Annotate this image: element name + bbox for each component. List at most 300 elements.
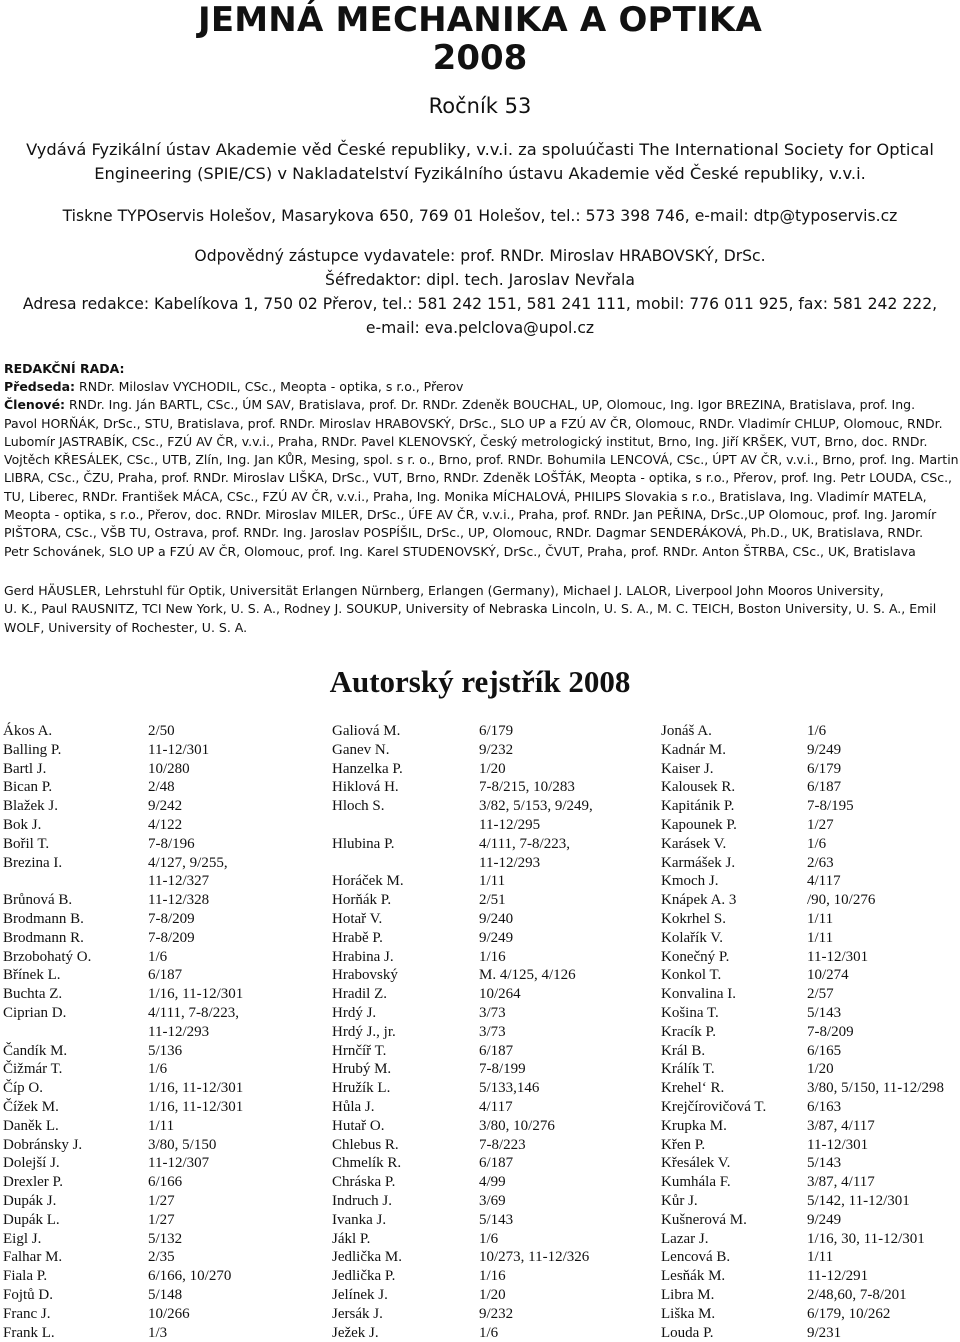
page-reference: 5/142, 11-12/301 bbox=[807, 1192, 910, 1211]
register-entry bbox=[332, 1230, 652, 1249]
register-entry bbox=[661, 1079, 960, 1098]
page-reference: 4/111, 7-8/223, bbox=[148, 1004, 239, 1023]
register-entry bbox=[332, 985, 652, 1004]
page-reference: 11-12/301 bbox=[807, 948, 868, 967]
register-entry bbox=[3, 985, 313, 1004]
register-entry bbox=[3, 1117, 313, 1136]
author-name: Hloch S. bbox=[332, 797, 385, 816]
page-reference: 2/51 bbox=[479, 891, 506, 910]
page-reference: 1/3 bbox=[148, 1324, 167, 1342]
register-entry bbox=[661, 1211, 960, 1230]
page-reference: 7-8/209 bbox=[807, 1023, 854, 1042]
register-entry bbox=[332, 1173, 652, 1192]
page-reference: 1/6 bbox=[479, 1230, 498, 1249]
page-reference: 6/179 bbox=[807, 760, 841, 779]
page-reference: 1/6 bbox=[807, 835, 826, 854]
register-entry bbox=[661, 1098, 960, 1117]
register-entry bbox=[3, 910, 313, 929]
responsible-person: Odpovědný zástupce vydavatele: prof. RNDr. Miroslav HRABOVSKÝ, DrSc. bbox=[0, 244, 960, 268]
register-entry bbox=[3, 1324, 313, 1342]
register-entry bbox=[661, 835, 960, 854]
chair-text: RNDr. Miloslav VYCHODIL, CSc., Meopta - optika, s r.o., Přerov bbox=[75, 379, 463, 394]
author-name: Indruch J. bbox=[332, 1192, 392, 1211]
register-entry bbox=[661, 1117, 960, 1136]
register-entry bbox=[3, 1211, 313, 1230]
page-reference: 1/20 bbox=[807, 1060, 834, 1079]
page-reference: 9/232 bbox=[479, 1305, 513, 1324]
register-entry bbox=[661, 816, 960, 835]
page-reference: 3/73 bbox=[479, 1004, 506, 1023]
page-reference: 11-12/307 bbox=[148, 1154, 209, 1173]
author-name: Lesňák M. bbox=[661, 1267, 725, 1286]
page-reference: 3/87, 4/117 bbox=[807, 1173, 875, 1192]
author-name: Ciprian D. bbox=[3, 1004, 66, 1023]
address-line: Adresa redakce: Kabelíkova 1, 750 02 Přerov, tel.: 581 242 151, 581 241 111, mobil: 776 011 925, fax: 581 242 222, bbox=[0, 292, 960, 316]
register-entry bbox=[332, 741, 652, 760]
register-entry bbox=[661, 872, 960, 891]
page-reference: 10/274 bbox=[807, 966, 849, 985]
register-entry bbox=[332, 1098, 652, 1117]
author-name: Jedlička M. bbox=[332, 1248, 402, 1267]
author-name: Ivanka J. bbox=[332, 1211, 386, 1230]
register-entry bbox=[661, 929, 960, 948]
foreign-members-line: Gerd HÄUSLER, Lehrstuhl für Optik, Universität Erlangen Nürnberg, Erlangen (Germany), Michael J. LALOR, Liverpool John Mooros University, bbox=[4, 582, 960, 600]
register-entry bbox=[3, 948, 313, 967]
author-name: Ganev N. bbox=[332, 741, 389, 760]
register-column-3 bbox=[661, 722, 960, 1342]
volume-label: Ročník 53 bbox=[0, 92, 960, 120]
author-name: Ježek J. bbox=[332, 1324, 379, 1342]
register-entry bbox=[332, 1286, 652, 1305]
register-entry bbox=[332, 1117, 652, 1136]
author-name: Louda P. bbox=[661, 1324, 714, 1342]
author-name: Krejčírovičová T. bbox=[661, 1098, 766, 1117]
author-name: Kolařík V. bbox=[661, 929, 723, 948]
page-reference: 7-8/223 bbox=[479, 1136, 526, 1155]
page-reference: 2/57 bbox=[807, 985, 834, 1004]
page-reference: 2/50 bbox=[148, 722, 175, 741]
register-entry bbox=[332, 1248, 652, 1267]
page-reference: 3/69 bbox=[479, 1192, 506, 1211]
page-reference: 1/16, 11-12/301 bbox=[148, 985, 243, 1004]
author-name: Libra M. bbox=[661, 1286, 714, 1305]
page-reference: 11-12/293 bbox=[148, 1023, 209, 1042]
page-reference: 4/117 bbox=[807, 872, 841, 891]
author-name: Liška M. bbox=[661, 1305, 715, 1324]
page-reference: 1/11 bbox=[148, 1117, 174, 1136]
register-entry bbox=[661, 1324, 960, 1342]
author-name: Kůr J. bbox=[661, 1192, 698, 1211]
author-name: Kaiser J. bbox=[661, 760, 714, 779]
register-entry bbox=[332, 1004, 652, 1023]
register-entry bbox=[332, 1154, 652, 1173]
page-reference: 1/16, 11-12/301 bbox=[148, 1079, 243, 1098]
author-name: Kokrhel S. bbox=[661, 910, 726, 929]
author-name: Čížek M. bbox=[3, 1098, 59, 1117]
author-name: Hotař V. bbox=[332, 910, 382, 929]
author-name: Kušnerová M. bbox=[661, 1211, 747, 1230]
editor-in-chief: Šéfredaktor: dipl. tech. Jaroslav Nevřala bbox=[0, 268, 960, 292]
page-reference: 11-12/327 bbox=[148, 872, 209, 891]
register-entry bbox=[3, 1230, 313, 1249]
register-entry bbox=[3, 872, 313, 891]
register-entry bbox=[661, 910, 960, 929]
register-entry bbox=[332, 1136, 652, 1155]
author-name: Kmoch J. bbox=[661, 872, 719, 891]
register-entry bbox=[661, 1060, 960, 1079]
register-entry bbox=[3, 1305, 313, 1324]
author-name: Brodmann R. bbox=[3, 929, 84, 948]
page-reference: 11-12/291 bbox=[807, 1267, 868, 1286]
register-entry bbox=[661, 1230, 960, 1249]
page-reference: 9/249 bbox=[479, 929, 513, 948]
board-chair bbox=[4, 378, 960, 396]
page-reference: 9/231 bbox=[807, 1324, 841, 1342]
page-reference: 2/48,60, 7-8/201 bbox=[807, 1286, 907, 1305]
page-reference: 6/187 bbox=[148, 966, 182, 985]
page-reference: 9/242 bbox=[148, 797, 182, 816]
register-entry bbox=[332, 1023, 652, 1042]
author-name: Horňák P. bbox=[332, 891, 391, 910]
page-reference: 7-8/195 bbox=[807, 797, 854, 816]
author-name: Číp O. bbox=[3, 1079, 43, 1098]
page-reference: 6/166, 10/270 bbox=[148, 1267, 231, 1286]
register-entry bbox=[332, 966, 652, 985]
register-entry bbox=[3, 1079, 313, 1098]
author-name: Galiová M. bbox=[332, 722, 400, 741]
register-entry bbox=[3, 816, 313, 835]
foreign-members-line: U. K., Paul RAUSNITZ, TCI New York, U. S. A., Rodney J. SOUKUP, University of Nebraska Lincoln, U. S. A., M. C. TEICH, Boston University, U. S. A., Emil bbox=[4, 600, 960, 618]
author-name: Hrnčíř T. bbox=[332, 1042, 386, 1061]
register-entry bbox=[332, 1267, 652, 1286]
author-name: Balling P. bbox=[3, 741, 61, 760]
page-reference: 5/143 bbox=[479, 1211, 513, 1230]
author-name: Krupka M. bbox=[661, 1117, 727, 1136]
author-name: Jelínek J. bbox=[332, 1286, 388, 1305]
register-entry bbox=[661, 797, 960, 816]
page-reference: 1/20 bbox=[479, 1286, 506, 1305]
journal-year: 2008 bbox=[0, 38, 960, 78]
author-name: Lencová B. bbox=[661, 1248, 730, 1267]
register-entry bbox=[661, 854, 960, 873]
author-name: Bořil T. bbox=[3, 835, 49, 854]
register-entry bbox=[661, 1042, 960, 1061]
publisher-info bbox=[0, 138, 960, 186]
page-reference: 4/127, 9/255, bbox=[148, 854, 228, 873]
author-name: Brzobohatý O. bbox=[3, 948, 91, 967]
register-entry bbox=[332, 760, 652, 779]
register-entry bbox=[332, 1324, 652, 1342]
author-name: Jonáš A. bbox=[661, 722, 712, 741]
journal-title: JEMNÁ MECHANIKA A OPTIKA bbox=[0, 0, 960, 40]
register-entry bbox=[332, 816, 652, 835]
author-name: Konečný P. bbox=[661, 948, 729, 967]
author-name: Kapounek P. bbox=[661, 816, 737, 835]
board-members-line: Vojtěch KŘESÁLEK, CSc., UTB, Zlín, Ing. Jan KŮR, Mesing, spol. s r. o., Brno, prof. RNDr. Bohumila LENCOVÁ, CSc., ÚPT AV ČR, v.v.i., Brno, prof. Ing. Martin bbox=[4, 451, 960, 469]
register-entry bbox=[3, 966, 313, 985]
author-name: Jákl P. bbox=[332, 1230, 370, 1249]
author-name: Čandík M. bbox=[3, 1042, 67, 1061]
author-name: Dupák L. bbox=[3, 1211, 60, 1230]
author-name: Fojtů D. bbox=[3, 1286, 53, 1305]
author-name: Čižmár T. bbox=[3, 1060, 62, 1079]
page-reference: 3/80, 5/150 bbox=[148, 1136, 216, 1155]
author-name: Hůla J. bbox=[332, 1098, 375, 1117]
author-name: Chmelík R. bbox=[332, 1154, 401, 1173]
page-reference: 10/264 bbox=[479, 985, 521, 1004]
author-name: Brezina I. bbox=[3, 854, 62, 873]
register-entry bbox=[332, 1211, 652, 1230]
author-name: Falhar M. bbox=[3, 1248, 62, 1267]
page-reference: 5/136 bbox=[148, 1042, 182, 1061]
register-entry bbox=[661, 1286, 960, 1305]
author-name: Krehel‘ R. bbox=[661, 1079, 724, 1098]
page-reference: 1/27 bbox=[148, 1211, 175, 1230]
board-heading: REDAKČNÍ RADA: bbox=[4, 360, 125, 378]
author-name: Brůnová B. bbox=[3, 891, 72, 910]
page-reference: 7-8/209 bbox=[148, 929, 195, 948]
register-column-2 bbox=[332, 722, 652, 1342]
register-entry bbox=[332, 948, 652, 967]
register-entry bbox=[3, 1173, 313, 1192]
author-name: Kracík P. bbox=[661, 1023, 716, 1042]
page-reference: 6/187 bbox=[479, 1042, 513, 1061]
author-name: Dobránsky J. bbox=[3, 1136, 82, 1155]
author-name: Hradil Z. bbox=[332, 985, 387, 1004]
author-name: Konvalina I. bbox=[661, 985, 736, 1004]
page-reference: 6/166 bbox=[148, 1173, 182, 1192]
register-entry bbox=[3, 1098, 313, 1117]
register-entry bbox=[3, 1192, 313, 1211]
page-reference: 5/143 bbox=[807, 1154, 841, 1173]
register-entry bbox=[3, 1286, 313, 1305]
author-name: Hutař O. bbox=[332, 1117, 385, 1136]
register-entry bbox=[3, 778, 313, 797]
register-entry bbox=[332, 797, 652, 816]
register-entry bbox=[661, 948, 960, 967]
register-entry bbox=[332, 1192, 652, 1211]
foreign-members-line: WOLF, University of Rochester, U. S. A. bbox=[4, 619, 960, 637]
email-line: e-mail: eva.pelclova@upol.cz bbox=[0, 316, 960, 340]
page-reference: 6/163 bbox=[807, 1098, 841, 1117]
page-reference: 11-12/295 bbox=[479, 816, 540, 835]
page-reference: 1/6 bbox=[148, 1060, 167, 1079]
author-name: Horáček M. bbox=[332, 872, 404, 891]
register-entry bbox=[3, 1154, 313, 1173]
register-entry bbox=[661, 1136, 960, 1155]
board-members-line: Meopta - optika, s r.o., Přerov, doc. RNDr. Miroslav MILER, DrSc., ÚFE AV ČR, v.v.i., Praha, prof. RNDr. Jan PEŘINA, DrSc.,UP Olomouc, prof. Ing. Jaromír bbox=[4, 506, 960, 524]
author-name: Kapitánik P. bbox=[661, 797, 734, 816]
page-reference: 1/20 bbox=[479, 760, 506, 779]
author-name: Bartl J. bbox=[3, 760, 46, 779]
author-name: Hrubý M. bbox=[332, 1060, 391, 1079]
author-name: Kumhála F. bbox=[661, 1173, 731, 1192]
publisher-line: Engineering (SPIE/CS) v Nakladatelství Fyzikálního ústavu Akademie věd České republiky, v.v.i. bbox=[0, 162, 960, 186]
page-reference: 9/240 bbox=[479, 910, 513, 929]
author-name: Daněk L. bbox=[3, 1117, 59, 1136]
author-name: Jersák J. bbox=[332, 1305, 383, 1324]
author-name: Křesálek V. bbox=[661, 1154, 730, 1173]
register-entry bbox=[661, 778, 960, 797]
register-column-1 bbox=[3, 722, 313, 1342]
page-reference: 1/16, 30, 11-12/301 bbox=[807, 1230, 925, 1249]
author-name: Karmášek J. bbox=[661, 854, 735, 873]
page-reference: 1/11 bbox=[479, 872, 505, 891]
author-name: Kalousek R. bbox=[661, 778, 735, 797]
register-entry bbox=[3, 835, 313, 854]
author-name: Blažek J. bbox=[3, 797, 58, 816]
page-reference: 1/6 bbox=[479, 1324, 498, 1342]
author-name: Dolejší J. bbox=[3, 1154, 60, 1173]
register-entry bbox=[332, 835, 652, 854]
author-name: Fiala P. bbox=[3, 1267, 47, 1286]
author-name: Košina T. bbox=[661, 1004, 719, 1023]
page-reference: 6/165 bbox=[807, 1042, 841, 1061]
page-reference: 3/82, 5/153, 9/249, bbox=[479, 797, 593, 816]
register-entry bbox=[3, 854, 313, 873]
page-reference: 11-12/293 bbox=[479, 854, 540, 873]
register-entry bbox=[661, 1267, 960, 1286]
register-entry bbox=[661, 1248, 960, 1267]
author-name: Křen P. bbox=[661, 1136, 705, 1155]
register-entry bbox=[661, 1305, 960, 1324]
register-entry bbox=[661, 741, 960, 760]
page-reference: 1/27 bbox=[807, 816, 834, 835]
register-entry bbox=[332, 854, 652, 873]
page-reference: 1/11 bbox=[807, 929, 833, 948]
author-name: Hrdý J. bbox=[332, 1004, 376, 1023]
author-name: Frank L. bbox=[3, 1324, 55, 1342]
publisher-line: Vydává Fyzikální ústav Akademie věd České republiky, v.v.i. za spoluúčasti The International Society for Optical bbox=[0, 138, 960, 162]
register-entry bbox=[661, 985, 960, 1004]
register-entry bbox=[661, 891, 960, 910]
register-entry bbox=[3, 929, 313, 948]
page-reference: 5/133,146 bbox=[479, 1079, 539, 1098]
page-reference: 5/132 bbox=[148, 1230, 182, 1249]
author-name: Hrabovský bbox=[332, 966, 398, 985]
author-name: Kadnár M. bbox=[661, 741, 726, 760]
page-reference: 1/11 bbox=[807, 910, 833, 929]
page-reference: 3/73 bbox=[479, 1023, 506, 1042]
page-reference: 4/122 bbox=[148, 816, 182, 835]
page-reference: 1/27 bbox=[148, 1192, 175, 1211]
author-name: Hanzelka P. bbox=[332, 760, 403, 779]
author-name: Bican P. bbox=[3, 778, 52, 797]
register-entry bbox=[3, 891, 313, 910]
author-name: Jedlička P. bbox=[332, 1267, 395, 1286]
author-name: Chlebus R. bbox=[332, 1136, 399, 1155]
page-reference: 3/80, 5/150, 11-12/298 bbox=[807, 1079, 944, 1098]
register-entry bbox=[3, 1267, 313, 1286]
page-reference: 1/16, 11-12/301 bbox=[148, 1098, 243, 1117]
members-text: RNDr. Ing. Ján BARTL, CSc., ÚM SAV, Bratislava, prof. Dr. RNDr. Zdeněk BOUCHAL, UP, Olomouc, Ing. Igor BREZINA, Bratislava, prof. Ing. bbox=[65, 397, 915, 412]
members-label: Členové: bbox=[4, 397, 65, 412]
author-name: Břínek L. bbox=[3, 966, 61, 985]
register-entry bbox=[3, 1060, 313, 1079]
register-entry bbox=[661, 722, 960, 741]
author-name: Hrdý J., jr. bbox=[332, 1023, 396, 1042]
author-name: Bok J. bbox=[3, 816, 41, 835]
page-reference: 7-8/196 bbox=[148, 835, 195, 854]
register-entry bbox=[3, 722, 313, 741]
author-name: Lazar J. bbox=[661, 1230, 708, 1249]
page-reference: 4/99 bbox=[479, 1173, 506, 1192]
page-reference: 4/117 bbox=[479, 1098, 513, 1117]
page-reference: 1/6 bbox=[148, 948, 167, 967]
page-reference: 6/179, 10/262 bbox=[807, 1305, 890, 1324]
register-entry bbox=[661, 1192, 960, 1211]
page-reference: 6/187 bbox=[807, 778, 841, 797]
register-entry bbox=[332, 1079, 652, 1098]
register-entry bbox=[332, 1060, 652, 1079]
page-reference: 10/273, 11-12/326 bbox=[479, 1248, 589, 1267]
page-reference: 5/143 bbox=[807, 1004, 841, 1023]
editorial-board bbox=[4, 378, 960, 561]
register-entry bbox=[332, 891, 652, 910]
page-reference: 7-8/215, 10/283 bbox=[479, 778, 575, 797]
page-reference: 1/16 bbox=[479, 1267, 506, 1286]
page-reference: 9/232 bbox=[479, 741, 513, 760]
board-members-line: TU, Liberec, RNDr. František MÁCA, CSc., FZÚ AV ČR, v.v.i., Praha, Ing. Monika MÍCHALOVÁ, PHILIPS Slovakia s r.o., Bratislava, Ing. Vladimír MATELA, bbox=[4, 488, 960, 506]
author-name: Drexler P. bbox=[3, 1173, 63, 1192]
page-reference: 6/187 bbox=[479, 1154, 513, 1173]
author-name: Franc J. bbox=[3, 1305, 51, 1324]
page-reference: 5/148 bbox=[148, 1286, 182, 1305]
board-members-line: Lubomír JASTRABÍK, CSc., FZÚ AV ČR, v.v.i., Praha, RNDr. Pavel KLENOVSKÝ, Český metrologický institut, Brno, Ing. Jiří KRŠEK, VUT, Brno, doc. RNDr. bbox=[4, 433, 960, 451]
editorial-contacts bbox=[0, 244, 960, 340]
register-entry bbox=[332, 872, 652, 891]
printer-info: Tiskne TYPOservis Holešov, Masarykova 650, 769 01 Holešov, tel.: 573 398 746, e-mail: dtp@typoservis.cz bbox=[0, 204, 960, 228]
page-reference: 2/35 bbox=[148, 1248, 175, 1267]
register-entry bbox=[661, 760, 960, 779]
register-entry bbox=[661, 1154, 960, 1173]
chair-label: Předseda: bbox=[4, 379, 75, 394]
page-reference: 11-12/328 bbox=[148, 891, 209, 910]
author-name: Karásek V. bbox=[661, 835, 726, 854]
page-reference: 9/249 bbox=[807, 1211, 841, 1230]
author-name: Buchta Z. bbox=[3, 985, 62, 1004]
register-entry bbox=[661, 1004, 960, 1023]
author-name: Chráska P. bbox=[332, 1173, 395, 1192]
page-reference: 3/87, 4/117 bbox=[807, 1117, 875, 1136]
author-name: Hiklová H. bbox=[332, 778, 399, 797]
page-reference: 10/266 bbox=[148, 1305, 190, 1324]
author-name: Ákos A. bbox=[3, 722, 52, 741]
page-reference: 1/11 bbox=[807, 1248, 833, 1267]
register-entry bbox=[332, 1042, 652, 1061]
register-entry bbox=[3, 1248, 313, 1267]
page-reference: M. 4/125, 4/126 bbox=[479, 966, 576, 985]
register-entry bbox=[3, 1042, 313, 1061]
page-reference: 9/249 bbox=[807, 741, 841, 760]
page-reference: 11-12/301 bbox=[807, 1136, 868, 1155]
page-reference: 10/280 bbox=[148, 760, 190, 779]
register-entry bbox=[3, 741, 313, 760]
page-reference: 1/6 bbox=[807, 722, 826, 741]
register-entry bbox=[3, 797, 313, 816]
page-reference: 7-8/209 bbox=[148, 910, 195, 929]
page-reference: 1/16 bbox=[479, 948, 506, 967]
author-name: Knápek A. 3 bbox=[661, 891, 736, 910]
register-title: Autorský rejstřík 2008 bbox=[0, 660, 960, 704]
register-entry bbox=[332, 929, 652, 948]
register-entry bbox=[3, 1136, 313, 1155]
author-name: Hrabina J. bbox=[332, 948, 394, 967]
board-members-line: Petr Schovánek, SLO UP a FZÚ AV ČR, Olomouc, prof. Ing. Karel STUDENOVSKÝ, DrSc., ČVUT, Praha, prof. RNDr. Anton ŠTRBA, CSc., UK, Bratislava bbox=[4, 543, 960, 561]
register-entry bbox=[661, 1173, 960, 1192]
author-name: Hružík L. bbox=[332, 1079, 390, 1098]
author-name: Hrabě P. bbox=[332, 929, 383, 948]
